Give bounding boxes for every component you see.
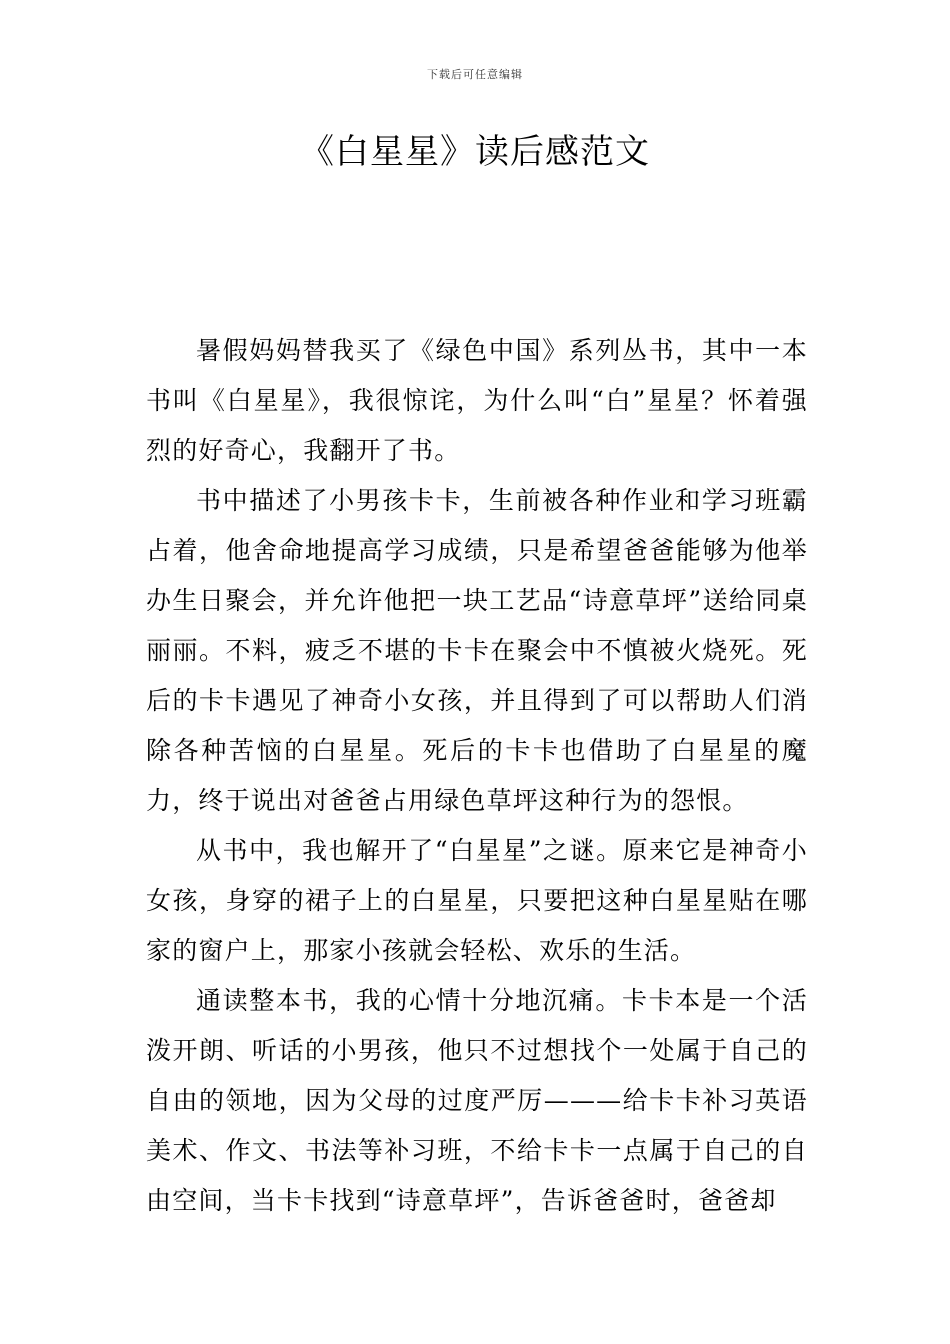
paragraph: 暑假妈妈替我买了《绿色中国》系列丛书，其中一本书叫《白星星》，我很惊诧，为什么叫“白”星星？怀着强烈的好奇心，我翻开了书。	[146, 336, 808, 465]
document-title: 《白星星》读后感范文	[300, 132, 650, 172]
header-note: 下载后可任意编辑	[427, 68, 523, 81]
paragraph: 通读整本书，我的心情十分地沉痛。卡卡本是一个活泼开朗、听话的小男孩，他只不过想找个一处属于自己的自由的领地，因为父母的过度严厉———给卡卡补习英语美术、作文、书法等补习班，不给卡卡一点属于自己的自由空间，当卡卡找到“诗意草坪”，告诉爸爸时，爸爸却	[146, 986, 808, 1215]
paragraph: 书中描述了小男孩卡卡，生前被各种作业和学习班霸占着，他舍命地提高学习成绩，只是希望爸爸能够为他举办生日聚会，并允许他把一块工艺品“诗意草坪”送给同桌丽丽。不料，疲乏不堪的卡卡在聚会中不慎被火烧死。死后的卡卡遇见了神奇小女孩，并且得到了可以帮助人们消除各种苦恼的白星星。死后的卡卡也借助了白星星的魔力，终于说出对爸爸占用绿色草坪这种行为的怨恨。	[146, 486, 808, 815]
paragraph: 从书中，我也解开了“白星星”之谜。原来它是神奇小女孩，身穿的裙子上的白星星，只要把这种白星星贴在哪家的窗户上，那家小孩就会轻松、欢乐的生活。	[146, 836, 808, 965]
document-body	[146, 326, 808, 1226]
